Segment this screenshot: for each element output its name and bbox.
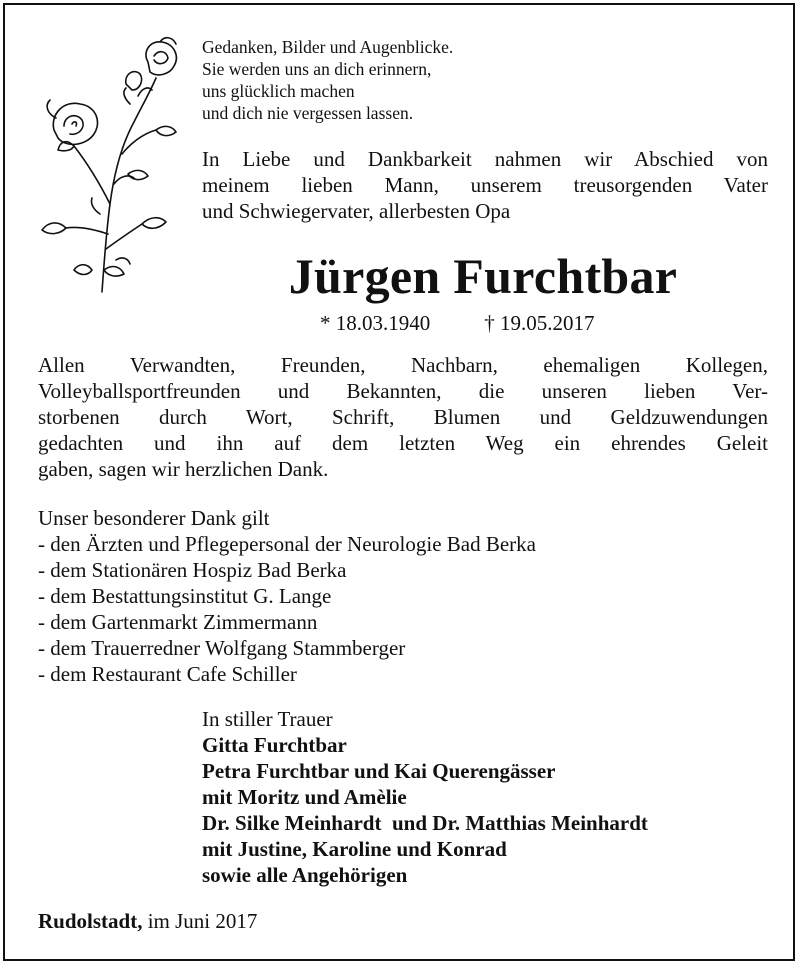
intro-line: In Liebe und Dankbarkeit nahmen wir Abschied von — [202, 147, 768, 171]
mourner-name: mit Moritz und Amèlie — [202, 785, 407, 809]
notice-date: im Juni 2017 — [142, 909, 258, 933]
thanks-line: Volleyballsportfreunden und Bekannten, die unseren lieben Ver- — [38, 379, 768, 403]
mourner-name: Petra Furchtbar und Kai Querengässer — [202, 759, 556, 783]
intro-line: und Schwiegervater, allerbesten Opa — [202, 199, 511, 223]
thanks-line: storbenen durch Wort, Schrift, Blumen und Geldzuwendungen — [38, 405, 768, 429]
thanks-paragraph — [38, 352, 768, 482]
poem-line: uns glücklich machen — [202, 81, 355, 101]
poem-line: Sie werden uns an dich erinnern, — [202, 59, 432, 79]
special-thanks-item: - dem Stationären Hospiz Bad Berka — [38, 558, 347, 582]
deceased-name: Jürgen Furchtbar — [288, 248, 678, 304]
place-and-date — [38, 908, 257, 934]
mourner-name: sowie alle Angehörigen — [202, 863, 408, 887]
special-thanks — [38, 505, 536, 687]
thanks-line: gaben, sagen wir herzlichen Dank. — [38, 457, 329, 481]
thanks-line: gedachten und ihn auf dem letzten Weg ein ehrendes Geleit — [38, 431, 768, 455]
special-thanks-item: - dem Trauerredner Wolfgang Stammberger — [38, 636, 406, 660]
poem-line: Gedanken, Bilder und Augenblicke. — [202, 37, 454, 57]
special-thanks-item: - den Ärzten und Pflegepersonal der Neurologie Bad Berka — [38, 532, 536, 556]
place-name: Rudolstadt, — [38, 909, 143, 933]
death-date: † 19.05.2017 — [484, 311, 595, 335]
birth-date: * 18.03.1940 — [320, 311, 431, 335]
special-thanks-heading: Unser besonderer Dank gilt — [38, 506, 270, 530]
mourners-block — [202, 706, 648, 888]
special-thanks-item: - dem Restaurant Cafe Schiller — [38, 662, 297, 686]
thanks-line: Allen Verwandten, Freunden, Nachbarn, ehemaligen Kollegen, — [38, 353, 768, 377]
special-thanks-item: - dem Bestattungsinstitut G. Lange — [38, 584, 332, 608]
memorial-poem — [202, 36, 453, 124]
mourner-name: Gitta Furchtbar — [202, 733, 347, 757]
special-thanks-item: - dem Gartenmarkt Zimmermann — [38, 610, 318, 634]
farewell-intro — [202, 146, 768, 224]
poem-line: und dich nie vergessen lassen. — [202, 103, 414, 123]
mourner-name: Dr. Silke Meinhardt und Dr. Matthias Meinhardt — [202, 811, 648, 835]
intro-line: meinem lieben Mann, unserem treusorgenden Vater — [202, 173, 768, 197]
mourners-heading: In stiller Trauer — [202, 707, 333, 731]
life-dates — [320, 310, 595, 336]
mourner-name: mit Justine, Karoline und Konrad — [202, 837, 507, 861]
